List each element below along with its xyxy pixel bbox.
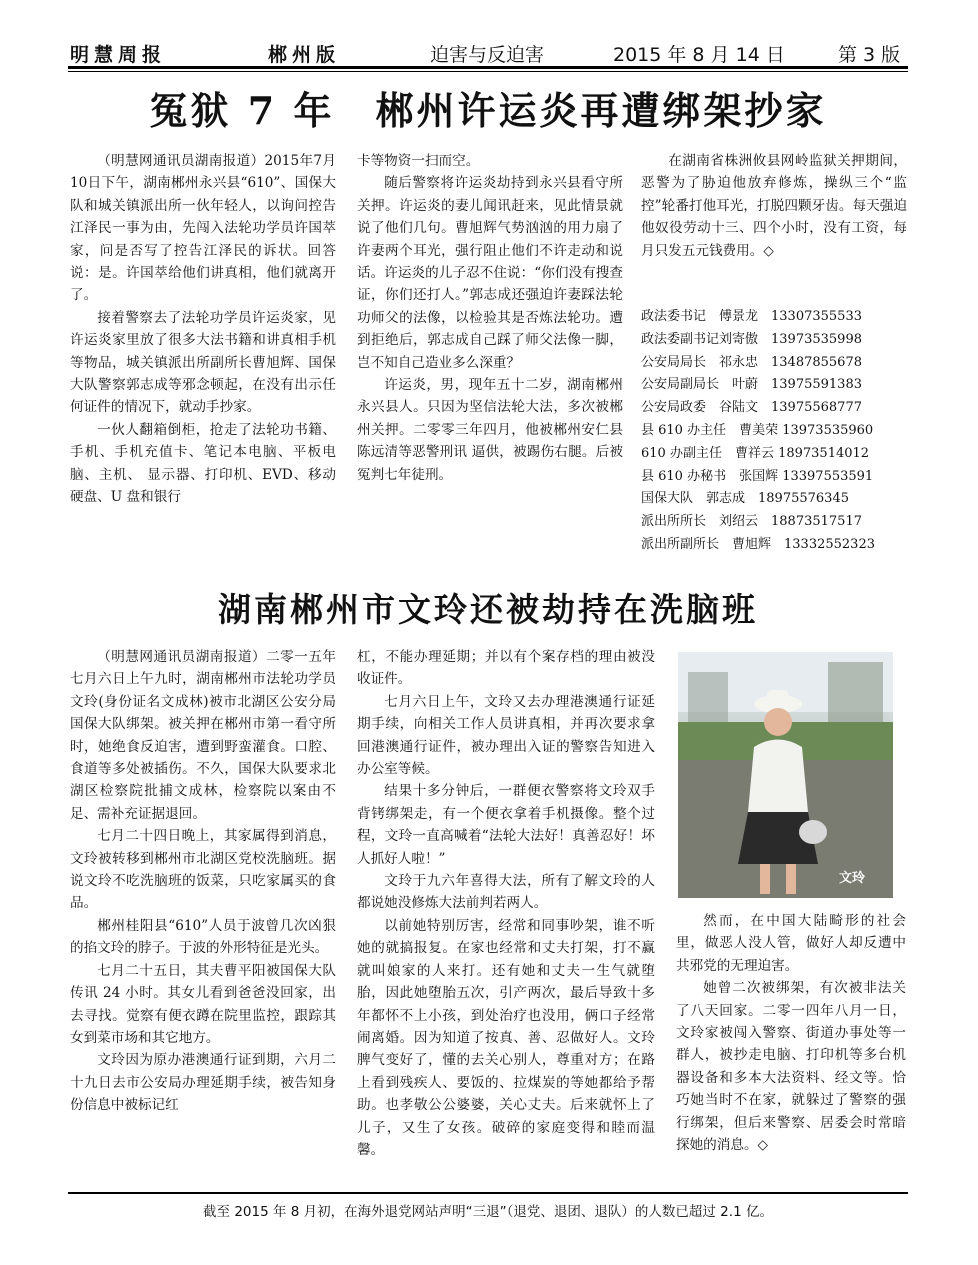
official-entry: 公安局政委 谷陆文 13975568777 [641,400,862,416]
paragraph: 七月六日上午，文玲又去办理港澳通行证延期手续，向相关工作人员讲真相，并再次要求拿回港澳通行证件，被办理出入证的警察告知进入办公室等候。 [357,693,655,778]
paragraph: 接着警察去了法轮功学员许运炎家，见许运炎家里放了很多大法书籍和讲真相手机等物品，城关镇派出所副所长曹旭辉、国保大队警察郭志成等邪念顿起，在没有出示任何证件的情况下，就动手抄家。 [70,309,336,416]
portrait-photo [678,652,893,898]
official-entry: 610 办副主任 曹祥云 18973514012 [641,445,870,461]
paragraph: （明慧网通讯员湖南报道）二零一五年七月六日上午九时，湖南郴州市法轮功学员文玲(身份证名文成林)被市北湖区公安分局国保大队绑架。被关押在郴州市第一看守所时，她绝食反迫害，遭到野蛮灌食。口腔、食道等多处被插伤。不久，国保大队要求北湖区检察院批捕文成林，检察院以案由不足、需补充证据退回。 [70,649,336,822]
paragraph: （明慧网通讯员湖南报道）2015年7月10日下午，湖南郴州永兴县“610”、国保大队和城关镇派出所一伙年轻人，以询问控告江泽民一事为由，先闯入法轮功学员许国萃家，问是否写了控告江泽民的诉状。回答说：是。许国萃给他们讲真相，他们就离开了。 [70,153,336,304]
footer-notice: 截至 2015 年 8 月初，在海外退党网站声明“三退”（退党、退团、退队）的人数已超过 2.1 亿。 [203,1204,773,1220]
section-name: 迫害与反迫害 [430,44,545,66]
paragraph: 郴州桂阳县“610”人员于波曾几次凶狠的掐文玲的脖子。于波的外形特征是光头。 [70,917,336,957]
portrait-illustration [678,652,893,898]
article2-column-2 [357,646,655,1161]
official-entry: 公安局局长 祁永忠 13487855678 [641,354,862,370]
paragraph: 文玲于九六年喜得大法，所有了解文玲的人都说她没修炼大法前判若两人。 [357,873,655,912]
paragraph: 在湖南省株洲攸县网岭监狱关押期间，恶警为了胁迫他放弃修炼，操纵三个“监控”轮番打他耳光，打脱四颗牙齿。每天强迫他奴役劳动十三、四个小时，没有工资，每月只发五元钱费用。◇ [641,153,907,259]
paragraph: 以前她特别厉害，经常和同事吵架，谁不听她的就搞报复。在家也经常和丈夫打架，打不赢就叫娘家的人来打。还有她和丈夫一生气就堕胎，因此她堕胎五次，引产两次，最后导致十多年都怀不上小孩，到处治疗也没用，俩口子经常闹离婚。因为知道了按真、善、忍做好人。文玲脾气变好了，懂的去关心别人，尊重对方；在路上看到残疾人、要饭的、拉煤炭的等她都给予帮助。也孝敬公公婆婆，关心丈夫。后来就怀上了儿子，又生了女孩。破碎的家庭变得和睦而温馨。 [357,917,655,1158]
official-entry: 政法委书记 傅景龙 13307355533 [641,309,862,324]
paragraph: 然而，在中国大陆畸形的社会里，做恶人没人管，做好人却反遭中共邪党的无理迫害。 [676,913,906,974]
photo-caption: 文玲 [838,871,865,886]
masthead [68,38,908,66]
paragraph: 她曾二次被绑架，有次被非法关了八天回家。二零一四年八月一日，文玲家被闯入警察、街道办事处等一群人，被抄走电脑、打印机等多台机器设备和多本大法资料、经文等。恰巧她当时不在家，就躲过了警察的强行绑架，但后来警察、居委会时常暗探她的消息。◇ [676,980,906,1154]
article1-column-3 [641,150,907,262]
paragraph: 许运炎，男，现年五十二岁，湖南郴州永兴县人。只因为坚信法轮大法，多次被郴州关押。二零零三年四月，他被郴州安仁县陈远清等恶警刑讯 逼供，被踢伤右腿。后被冤判七年徒刑。 [357,377,623,483]
paragraph: 卡等物资一扫而空。 [357,153,480,169]
edition-name: 郴州版 [268,44,341,66]
officials-list [641,306,913,557]
paper-name: 明慧周报 [70,44,167,66]
official-entry: 县 610 办秘书 张国辉 13397553591 [641,468,874,484]
paragraph: 结果十多分钟后，一群便衣警察将文玲双手背铐绑架走，有一个便衣拿着手机摄像。整个过程，文玲一直高喊着“法轮大法好！真善忍好！坏人抓好人啦！” [357,783,655,867]
article2-column-1 [70,646,336,1117]
official-entry: 县 610 办主任 曹美荣 13973535960 [641,422,874,438]
official-entry: 公安局副局长 叶蔚 13975591383 [641,377,862,393]
official-entry: 政法委副书记刘寄傲 13973535998 [641,331,862,347]
paragraph: 七月二十五日，其夫曹平阳被国保大队传讯 24 小时。其女儿看到爸爸没回家，出去寻找。觉察有便衣蹲在院里监控，跟踪其女到菜市场和其它地方。 [70,962,336,1046]
paragraph: 文玲因为原办港澳通行证到期，六月二十九日去市公安局办理延期手续，被告知身份信息中被标记红 [70,1052,336,1114]
issue-date: 2015 年 8 月 14 日 [613,44,785,66]
masthead-rule [68,66,908,69]
article2-headline: 湖南郴州市文玲还被劫持在洗脑班 [218,590,758,629]
official-entry: 派出所所长 刘绍云 18873517517 [641,514,862,530]
official-entry: 国保大队 郭志成 18975576345 [641,491,849,507]
article1-column-1 [70,150,336,509]
paragraph: 随后警察将许运炎劫持到永兴县看守所关押。许运炎的妻儿闻讯赶来，见此情景就说了他们几句。曹旭辉气势汹汹的用力扇了许妻两个耳光，强行阻止他们不许走动和说话。许运炎的儿子忍不住说：“你们没有搜查证，你们还打人。”郭志成还强迫许妻踩法轮功师父的法像，以检验其是否炼法轮功。遭到拒绝后，郭志成自己踩了师父法像一脚，岂不知自己造业多么深重？ [357,175,623,371]
paragraph: 七月二十四日晚上，其家属得到消息，文玲被转移到郴州市北湖区党校洗脑班。据说文玲不吃洗脑班的饭菜，只吃家属买的食品。 [70,828,336,912]
footer-rule [68,1192,908,1194]
official-entry: 派出所副所长 曹旭辉 13332552323 [641,536,875,552]
article2-column-3 [676,910,906,1156]
paragraph: 杠，不能办理延期；并以有个案存档的理由被没收证件。 [357,649,655,688]
article1-headline: 冤狱 7 年 郴州许运炎再遭绑架抄家 [149,88,827,133]
page-number: 第 3 版 [838,44,901,66]
article1-column-2 [357,150,623,486]
paragraph: 一伙人翻箱倒柜，抢走了法轮功书籍、手机、手机充值卡、笔记本电脑、平板电脑、主机、 显示器、打印机、EVD、移动硬盘、U 盘和银行 [70,421,336,506]
masthead-rule-thin [68,71,908,72]
